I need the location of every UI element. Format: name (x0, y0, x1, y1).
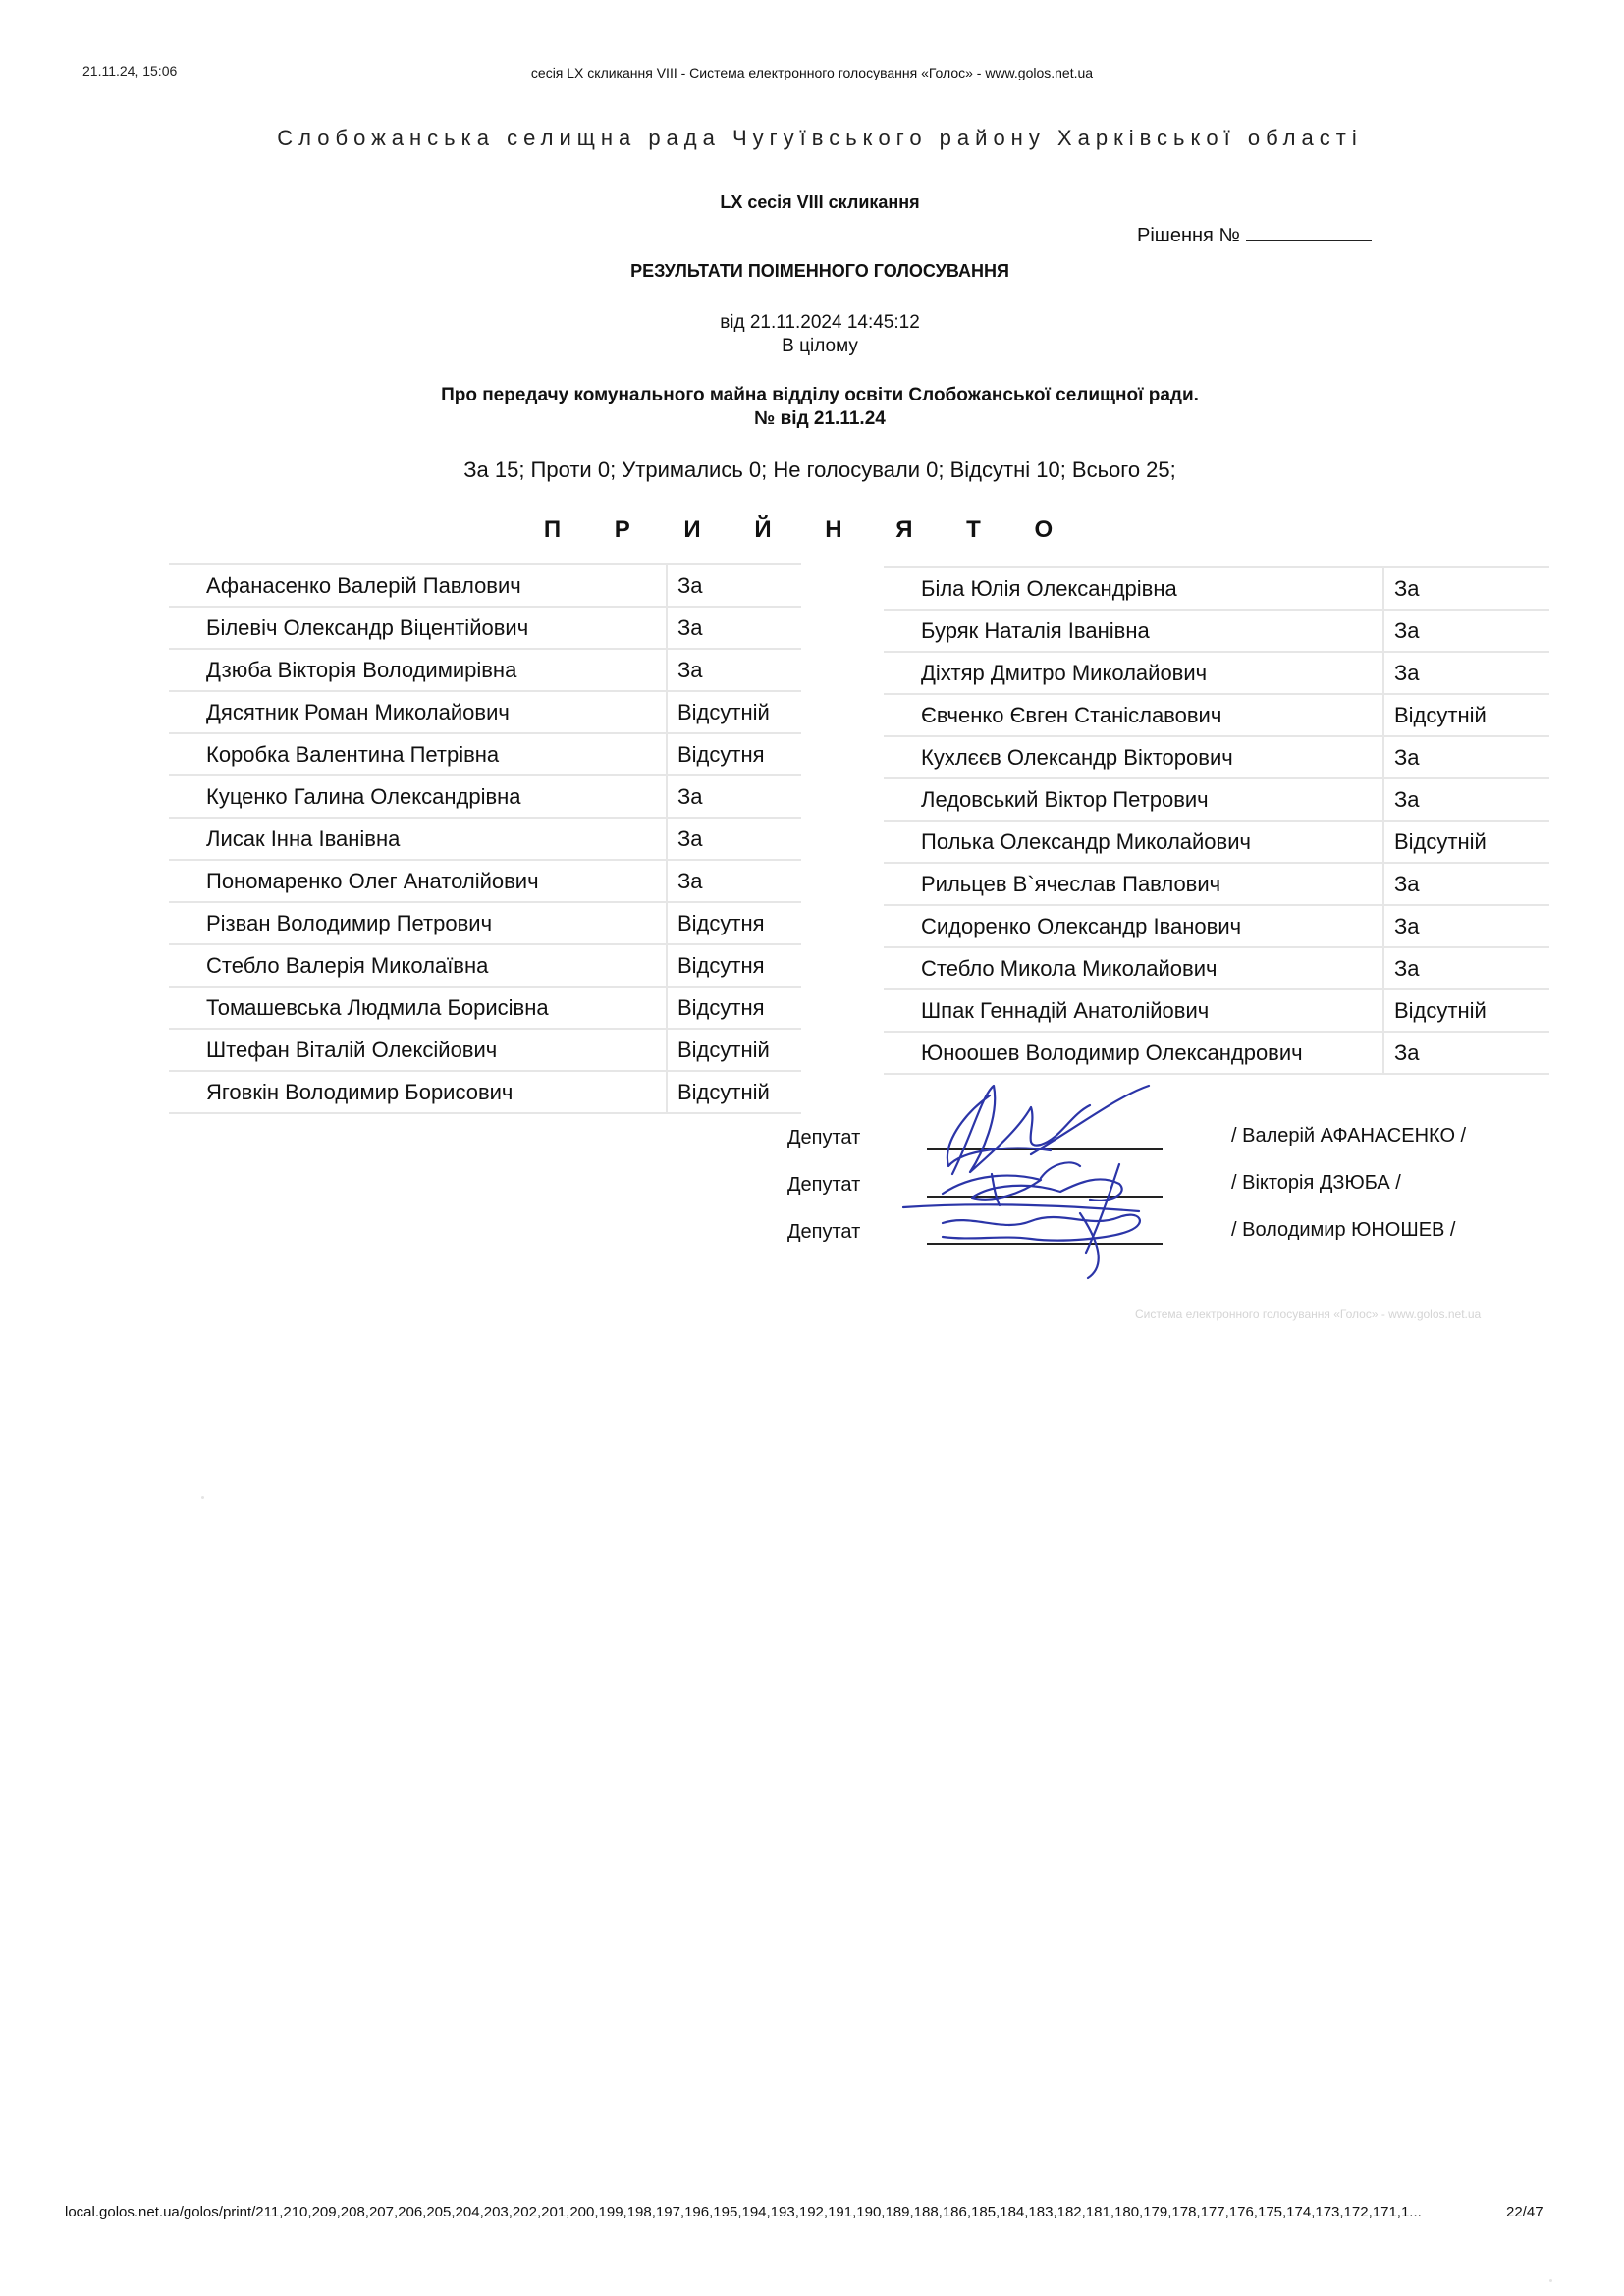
deputy-name: Полька Олександр Миколайович (884, 821, 1383, 863)
signature-role: Депутат (787, 1127, 861, 1148)
footer-url: local.golos.net.ua/golos/print/211,210,209,208,207,206,205,204,203,202,201,200,199,198,197,196,195,194,193,192,191,190,189,188,186,185,184,183,182,181,180,179,178,177,176,175,174,173,172,171,1... (65, 2204, 1422, 2220)
handwritten-signatures (884, 1056, 1237, 1292)
table-row (884, 778, 1549, 821)
deputy-vote: За (1383, 610, 1549, 652)
deputy-name: Біла Юлія Олександрівна (884, 567, 1383, 610)
table-row (169, 564, 801, 607)
deputy-name: Афанасенко Валерій Павлович (169, 564, 667, 607)
deputy-vote: Відсутня (667, 733, 801, 775)
deputy-name: Юноошев Володимир Олександрович (884, 1032, 1383, 1074)
decision-blank-line (1246, 222, 1372, 241)
session-title: LX сесія VIII скликання (720, 192, 920, 212)
table-row (169, 691, 801, 733)
signature-name: / Володимир ЮНОШЕВ / (1231, 1219, 1456, 1241)
vote-date: від 21.11.2024 14:45:12 (720, 312, 920, 333)
deputy-name: Томашевська Людмила Борисівна (169, 987, 667, 1029)
deputy-name: Шпак Геннадій Анатолійович (884, 989, 1383, 1032)
deputy-vote: За (1383, 778, 1549, 821)
deputy-name: Рильцев В`ячеслав Павлович (884, 863, 1383, 905)
table-row (884, 947, 1549, 989)
decision-number (1137, 222, 1372, 247)
speck (201, 1496, 204, 1499)
signature-name: / Валерій АФАНАСЕНКО / (1231, 1125, 1467, 1147)
votes-table-right (884, 566, 1549, 1075)
deputy-name: Лисак Інна Іванівна (169, 818, 667, 860)
deputy-vote: Відсутній (667, 691, 801, 733)
deputy-vote: За (1383, 863, 1549, 905)
deputy-name: Ледовський Віктор Петрович (884, 778, 1383, 821)
table-row (884, 610, 1549, 652)
table-row (884, 736, 1549, 778)
deputy-vote: За (667, 564, 801, 607)
signature-afanasenko (947, 1086, 1149, 1174)
deputy-vote: За (1383, 736, 1549, 778)
table-row (169, 733, 801, 775)
deputy-vote: Відсутній (667, 1029, 801, 1071)
signature-name: / Вікторія ДЗЮБА / (1231, 1172, 1401, 1194)
print-header-title: сесія LX скликання VIII - Система електронного голосування «Голос» - www.golos.net.ua (530, 65, 1094, 80)
table-row (169, 649, 801, 691)
vote-topic-number: № від 21.11.24 (754, 408, 886, 429)
deputy-name: Стебло Микола Миколайович (884, 947, 1383, 989)
deputy-vote: За (1383, 905, 1549, 947)
table-row (884, 652, 1549, 694)
signature-dzyuba (943, 1162, 1122, 1205)
table-row (169, 902, 801, 944)
deputy-vote: За (1383, 652, 1549, 694)
table-row (169, 1071, 801, 1113)
deputy-name: Стебло Валерія Миколаївна (169, 944, 667, 987)
deputy-vote: Відсутня (667, 902, 801, 944)
table-row (884, 989, 1549, 1032)
signature-yunoshev (903, 1164, 1140, 1278)
deputy-vote: За (667, 818, 801, 860)
vote-topic: Про передачу комунального майна відділу освіти Слобожанської селищної ради. (441, 385, 1199, 405)
table-row (884, 863, 1549, 905)
deputy-name: Штефан Віталій Олексійович (169, 1029, 667, 1071)
table-row (884, 821, 1549, 863)
results-title: РЕЗУЛЬТАТИ ПОІМЕННОГО ГОЛОСУВАННЯ (630, 261, 1009, 281)
table-row (884, 567, 1549, 610)
deputy-name: Сидоренко Олександр Іванович (884, 905, 1383, 947)
deputy-name: Коробка Валентина Петрівна (169, 733, 667, 775)
table-row (169, 1029, 801, 1071)
deputy-name: Куценко Галина Олександрівна (169, 775, 667, 818)
deputy-vote: За (1383, 1032, 1549, 1074)
deputy-vote: Відсутній (1383, 694, 1549, 736)
deputy-name: Буряк Наталія Іванівна (884, 610, 1383, 652)
table-row (169, 607, 801, 649)
vote-scope: В цілому (782, 336, 858, 356)
signature-role: Депутат (787, 1221, 861, 1243)
decision-label: Рішення № (1137, 225, 1240, 246)
vote-result: П Р И Й Н Я Т О (543, 516, 1077, 543)
deputy-vote: За (667, 607, 801, 649)
votes-table-left (169, 563, 801, 1114)
council-name: Слобожанська селищна рада Чугуївського району Харківської області (277, 126, 1363, 150)
table-row (884, 694, 1549, 736)
signature-role: Депутат (787, 1174, 861, 1196)
deputy-name: Діхтяр Дмитро Миколайович (884, 652, 1383, 694)
deputy-name: Різван Володимир Петрович (169, 902, 667, 944)
table-row (169, 775, 801, 818)
deputy-vote: За (667, 775, 801, 818)
deputy-name: Яговкін Володимир Борисович (169, 1071, 667, 1113)
deputy-name: Пономаренко Олег Анатолійович (169, 860, 667, 902)
vote-summary: За 15; Проти 0; Утримались 0; Не голосували 0; Відсутні 10; Всього 25; (463, 457, 1176, 482)
table-row (169, 818, 801, 860)
deputy-name: Кухлєєв Олександр Вікторович (884, 736, 1383, 778)
footer-page-number: 22/47 (1506, 2204, 1543, 2220)
deputy-vote: За (1383, 567, 1549, 610)
speck (1549, 2279, 1552, 2282)
table-row (169, 987, 801, 1029)
table-row (884, 905, 1549, 947)
deputy-vote: Відсутній (1383, 989, 1549, 1032)
deputy-name: Євченко Євген Станіславович (884, 694, 1383, 736)
deputy-name: Дзюба Вікторія Володимирівна (169, 649, 667, 691)
deputy-name: Білевіч Олександр Віцентійович (169, 607, 667, 649)
deputy-vote: Відсутній (667, 1071, 801, 1113)
deputy-vote: Відсутній (1383, 821, 1549, 863)
deputy-vote: За (1383, 947, 1549, 989)
deputy-name: Дясятник Роман Миколайович (169, 691, 667, 733)
deputy-vote: За (667, 649, 801, 691)
deputy-vote: За (667, 860, 801, 902)
deputy-vote: Відсутня (667, 987, 801, 1029)
print-date: 21.11.24, 15:06 (82, 63, 178, 79)
faint-watermark-footer: Система електронного голосування «Голос» - www.golos.net.ua (1135, 1308, 1482, 1321)
table-row (169, 944, 801, 987)
table-row (169, 860, 801, 902)
deputy-vote: Відсутня (667, 944, 801, 987)
